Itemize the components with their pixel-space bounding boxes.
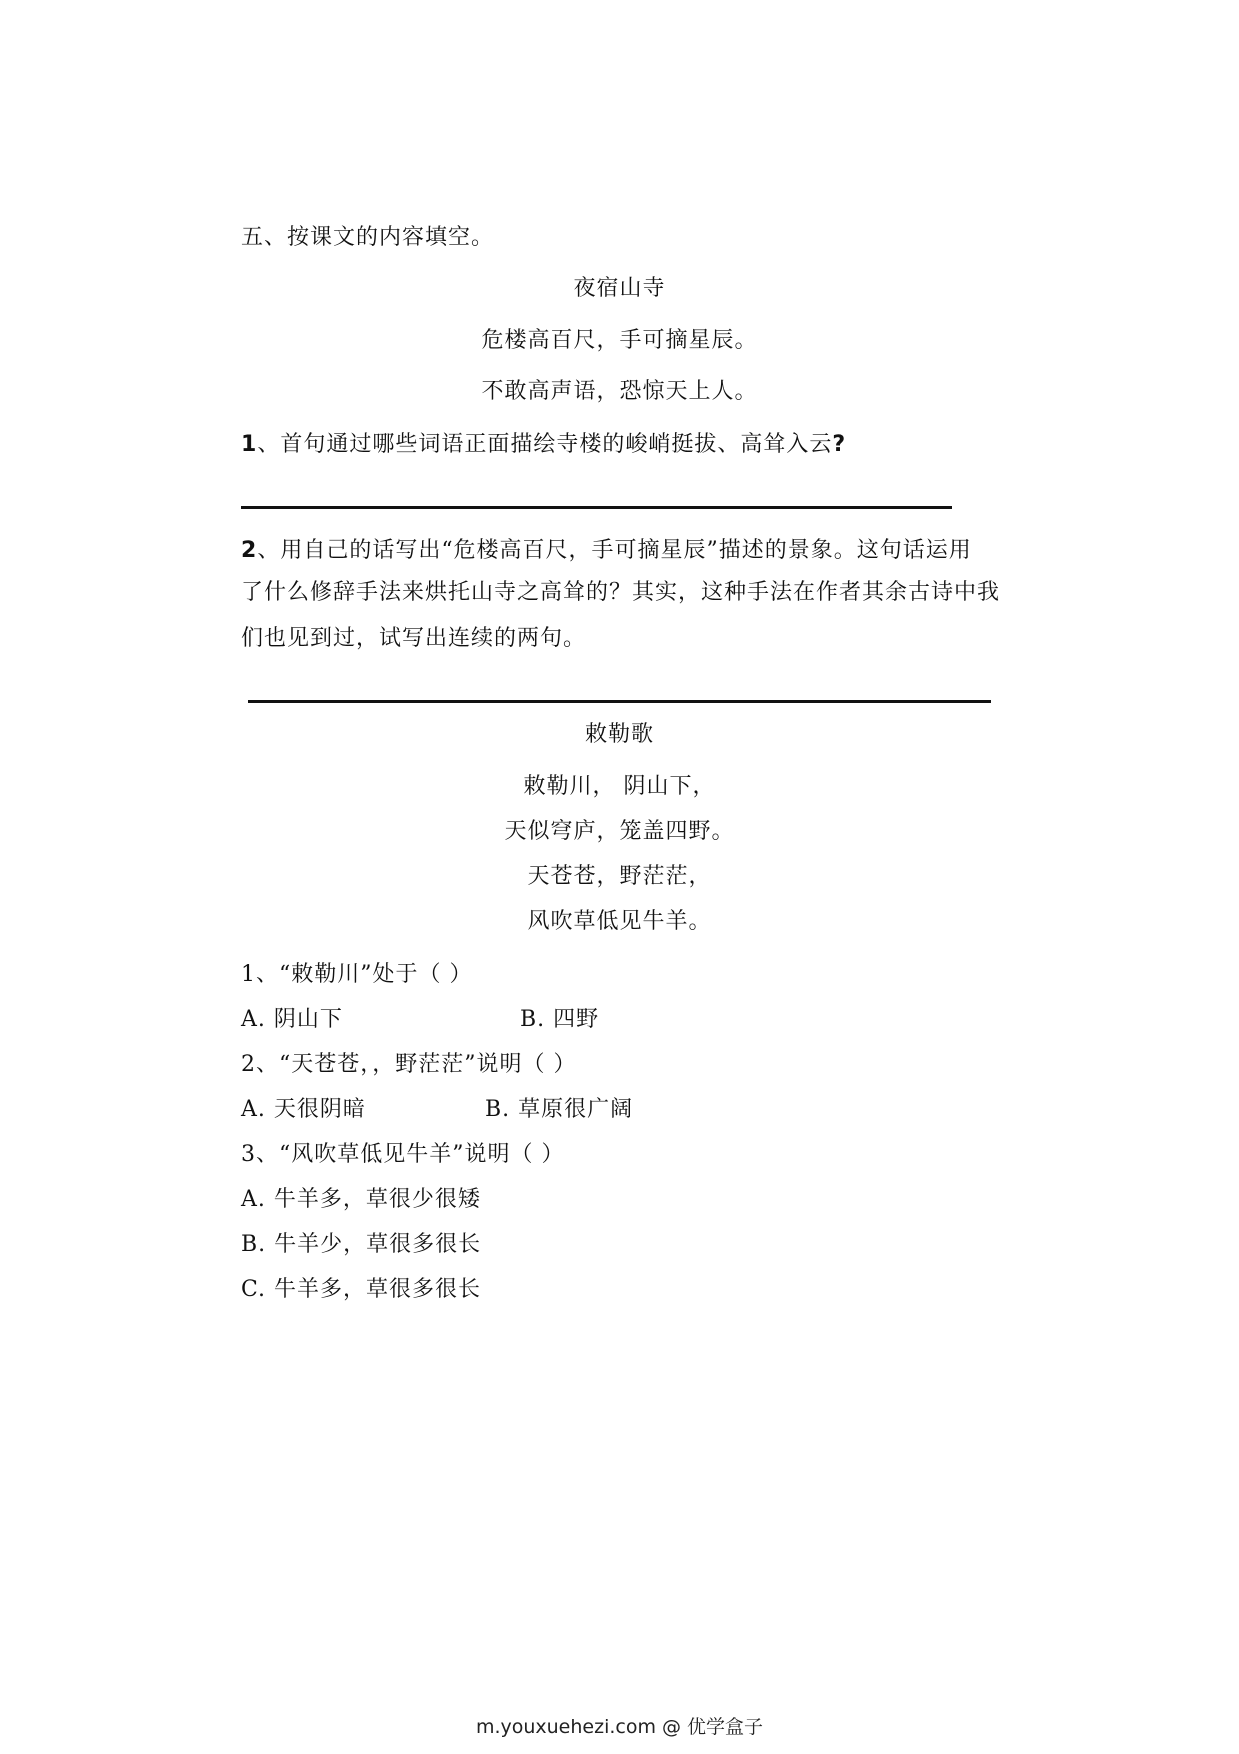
question-text: 、首句通过哪些词语正面描绘寺楼的峻峭挺拔、高耸入云	[257, 432, 833, 457]
question-2-line-1	[241, 536, 972, 566]
poem-line: 天似穹庐，笼盖四野。	[504, 819, 735, 844]
mc-option-b[interactable]: B. 牛羊少，草很多很长	[241, 1232, 482, 1257]
question-2-line-2: 了什么修辞手法来烘托山寺之高耸的？其实，这种手法在作者其余古诗中我	[241, 580, 1001, 605]
mc-option-a[interactable]: A. 阴山下	[241, 1007, 343, 1032]
footer-watermark: m.youxuehezi.com @ 优学盒子	[475, 1716, 764, 1738]
poem-title-ye-su-shan-si: 夜宿山寺	[573, 276, 666, 301]
poem-title-chi-le-ge: 敕勒歌	[584, 722, 654, 747]
poem-line: 不敢高声语，恐惊天上人。	[481, 379, 758, 404]
mc-question-2: 2、“天苍苍，，野茫茫”说明（ ）	[241, 1052, 577, 1077]
mc-question-3: 3、“风吹草低见牛羊”说明（ ）	[241, 1142, 565, 1167]
section-heading: 五、按课文的内容填空。	[241, 225, 495, 250]
question-mark: ?	[832, 432, 847, 457]
poem-line: 危楼高百尺，手可摘星辰。	[481, 328, 758, 353]
mc-option-a[interactable]: A. 牛羊多，草很少很矮	[241, 1187, 481, 1212]
poem-line: 敕勒川， 阴山下，	[523, 774, 716, 799]
question-number: 1	[241, 432, 258, 457]
question-1	[241, 430, 846, 460]
poem-line: 天苍苍，野茫茫，	[527, 864, 712, 889]
question-number: 2	[241, 538, 258, 563]
mc-option-a[interactable]: A. 天很阴暗	[241, 1097, 366, 1122]
answer-line-2[interactable]	[248, 700, 991, 703]
question-text: 、用自己的话写出“危楼高百尺，手可摘星辰”描述的景象。这句话运用	[257, 538, 972, 563]
mc-question-1: 1、“敕勒川”处于（ ）	[241, 962, 473, 987]
question-2-line-3: 们也见到过，试写出连续的两句。	[241, 626, 587, 651]
mc-option-b[interactable]: B. 草原很广阔	[485, 1097, 634, 1122]
poem-line: 风吹草低见牛羊。	[527, 909, 712, 934]
mc-option-c[interactable]: C. 牛羊多，草很多很长	[241, 1277, 482, 1302]
answer-line-1[interactable]	[241, 506, 952, 509]
mc-option-b[interactable]: B. 四野	[520, 1007, 600, 1032]
